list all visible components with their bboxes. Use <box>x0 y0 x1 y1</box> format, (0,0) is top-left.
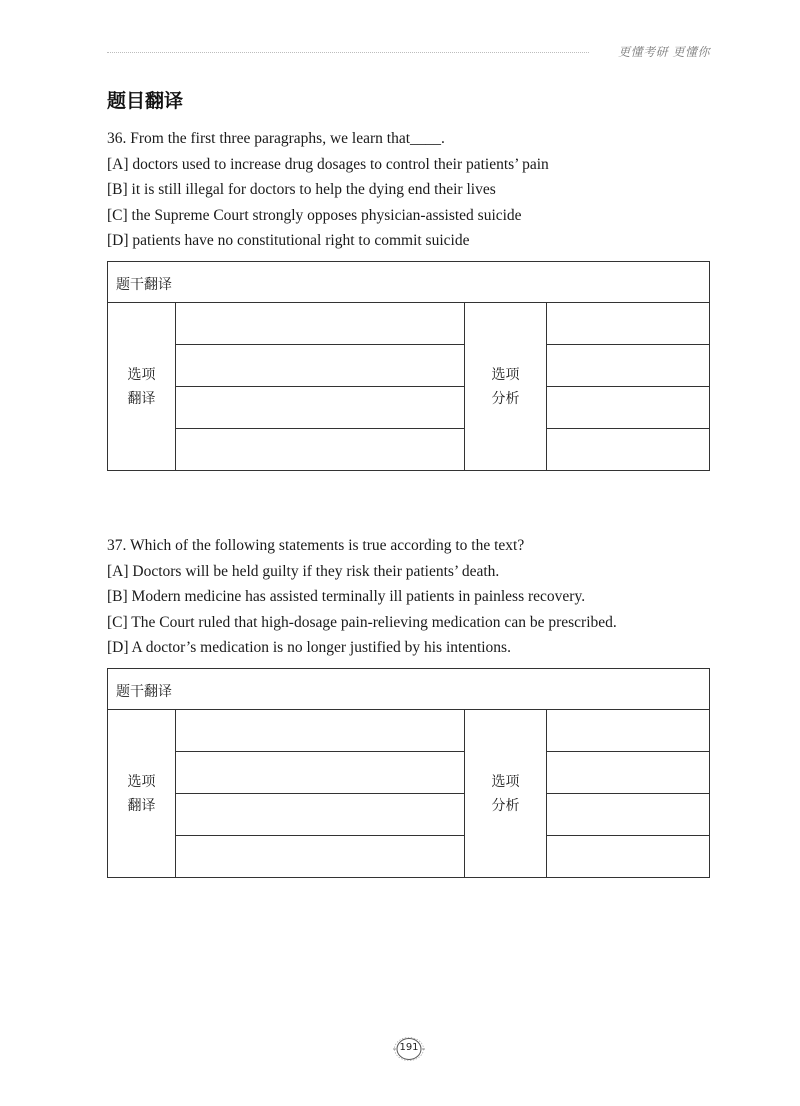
option-translation-label-line1: 选项 <box>127 773 156 790</box>
option-translation-label-line1: 选项 <box>127 366 156 383</box>
stem-translation-row <box>108 669 709 710</box>
option-analysis-label-line2: 分析 <box>491 390 520 407</box>
option-b: [B] it is still illegal for doctors to help the dying end their lives <box>107 181 496 198</box>
translation-table-36 <box>107 261 710 471</box>
option-c: [C] the Supreme Court strongly opposes physician-assisted suicide <box>107 206 522 224</box>
option-translation-blanks <box>176 710 464 877</box>
stem-translation-row <box>108 262 709 303</box>
header-tagline: 更懂考研 更懂你 <box>618 45 710 59</box>
option-analysis-label <box>464 710 547 877</box>
blank-cell <box>547 303 709 345</box>
blank-cell <box>176 752 464 794</box>
option-a: [A] Doctors will be held guilty if they risk their patients’ death. <box>107 562 500 580</box>
option-analysis-blanks <box>547 710 709 877</box>
question-stem: 37. Which of the following statements is true according to the text? <box>107 537 525 554</box>
blank-cell <box>176 387 464 429</box>
option-c: [C] The Court ruled that high-dosage pain-relieving medication can be prescribed. <box>107 613 617 631</box>
stem-translation-label: 题干翻译 <box>116 684 172 700</box>
translation-table-37 <box>107 668 710 878</box>
header-rule <box>107 52 589 53</box>
blank-cell <box>176 836 464 878</box>
blank-cell <box>176 710 464 752</box>
blank-cell <box>176 794 464 836</box>
option-a: [A] doctors used to increase drug dosages to control their patients’ pain <box>107 155 549 173</box>
blank-cell <box>547 710 709 752</box>
option-d: [D] patients have no constitutional right to commit suicide <box>107 232 470 249</box>
blank-cell <box>176 429 464 471</box>
option-d: [D] A doctor’s medication is no longer justified by his intentions. <box>107 639 511 656</box>
blank-cell <box>547 794 709 836</box>
option-analysis-blanks <box>547 303 709 470</box>
blank-cell <box>547 429 709 471</box>
blank-cell <box>547 387 709 429</box>
page-number: 191 <box>399 1042 419 1053</box>
blank-cell <box>176 303 464 345</box>
blank-cell <box>176 345 464 387</box>
option-translation-label-line2: 翻译 <box>127 797 156 814</box>
question-36 <box>107 126 711 254</box>
option-analysis-label-line1: 选项 <box>491 366 520 383</box>
question-37 <box>107 533 711 661</box>
option-analysis-label <box>464 303 547 470</box>
option-analysis-label-line1: 选项 <box>491 773 520 790</box>
option-translation-label <box>108 710 176 877</box>
option-translation-blanks <box>176 303 464 470</box>
option-analysis-label-line2: 分析 <box>491 797 520 814</box>
option-translation-label <box>108 303 176 470</box>
question-stem: 36. From the first three paragraphs, we learn that____. <box>107 130 445 147</box>
blank-cell <box>547 836 709 878</box>
stem-translation-label: 题干翻译 <box>116 277 172 293</box>
option-b: [B] Modern medicine has assisted terminally ill patients in painless recovery. <box>107 588 586 605</box>
blank-cell <box>547 345 709 387</box>
option-translation-label-line2: 翻译 <box>127 390 156 407</box>
blank-cell <box>547 752 709 794</box>
page-number-badge <box>393 1037 425 1061</box>
section-title: 题目翻译 <box>107 90 184 112</box>
